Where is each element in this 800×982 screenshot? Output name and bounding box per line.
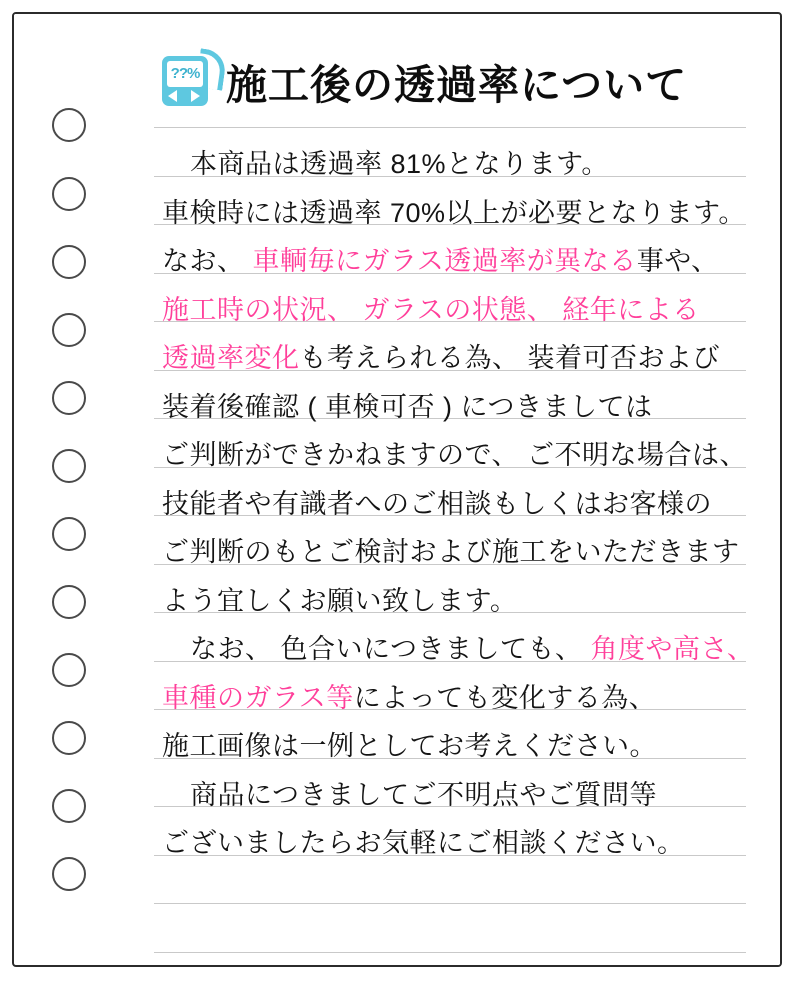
icon-label: ??% — [167, 61, 203, 87]
highlight-text: 車種のガラス等 — [162, 683, 354, 713]
punch-hole — [52, 585, 86, 619]
mirror-transmittance-icon — [160, 50, 218, 112]
punch-hole — [52, 721, 86, 755]
rule-line — [154, 903, 746, 904]
plain-text: なお、 色合いにつきましても、 — [190, 634, 583, 664]
plain-text: 装着後確認 ( 車検可否 ) につきましては — [162, 392, 653, 422]
text-line — [190, 627, 755, 666]
plain-text: 事や、 — [636, 246, 719, 276]
plain-text: ご判断ができかねますので、 ご不明な場合は、 — [162, 440, 747, 470]
plain-text: 商品につきましてご不明点やご質問等 — [190, 780, 657, 810]
text-line — [190, 142, 752, 181]
punch-hole — [52, 449, 86, 483]
plain-text: よう宜しくお願い致します。 — [162, 586, 518, 616]
punch-hole — [52, 177, 86, 211]
rule-line — [154, 127, 746, 128]
plain-text: なお、 — [162, 246, 245, 276]
plain-text: によっても変化する為、 — [353, 683, 657, 713]
page-title-row — [160, 50, 687, 112]
plain-text: 車検時には透過率 70%以上が必要となります。 — [162, 198, 746, 228]
plain-text: ご判断のもとご検討および施工をいただきます — [162, 537, 740, 567]
text-line — [162, 724, 752, 763]
highlight-text: 角度や高さ、 — [582, 634, 755, 664]
text-line — [162, 385, 752, 424]
punch-hole — [52, 108, 86, 142]
text-line — [162, 821, 752, 860]
plain-text: 本商品は透過率 81%となります。 — [190, 149, 609, 179]
plain-text: 施工画像は一例としてお考えください。 — [162, 731, 657, 761]
plain-text: も考えられる為、 装着可否および — [299, 343, 721, 373]
plain-text: 技能者や有識者へのご相談もしくはお客様の — [162, 489, 712, 519]
highlight-text: 車輌毎にガラス透過率が異なる — [244, 246, 637, 276]
punch-hole — [52, 789, 86, 823]
text-line — [162, 433, 752, 472]
punch-hole — [52, 245, 86, 279]
rule-line — [154, 952, 746, 953]
text-line — [162, 530, 752, 569]
punch-hole — [52, 381, 86, 415]
highlight-text: 施工時の状況、 ガラスの状態、 経年による — [162, 295, 700, 325]
page-title: 施工後の透過率について — [226, 61, 688, 108]
punch-hole — [52, 857, 86, 891]
highlight-text: 透過率変化 — [162, 343, 300, 373]
text-line — [162, 288, 752, 327]
text-line — [162, 579, 752, 618]
text-line — [162, 676, 752, 715]
text-line — [162, 336, 752, 375]
text-line — [162, 482, 752, 521]
punch-hole — [52, 517, 86, 551]
notepad-sheet — [12, 12, 782, 967]
text-line — [162, 239, 752, 278]
text-line — [190, 773, 752, 812]
punch-hole — [52, 653, 86, 687]
text-line — [162, 191, 752, 230]
punch-hole — [52, 313, 86, 347]
plain-text: ございましたらお気軽にご相談ください。 — [162, 828, 685, 858]
punch-holes-column — [14, 14, 154, 965]
